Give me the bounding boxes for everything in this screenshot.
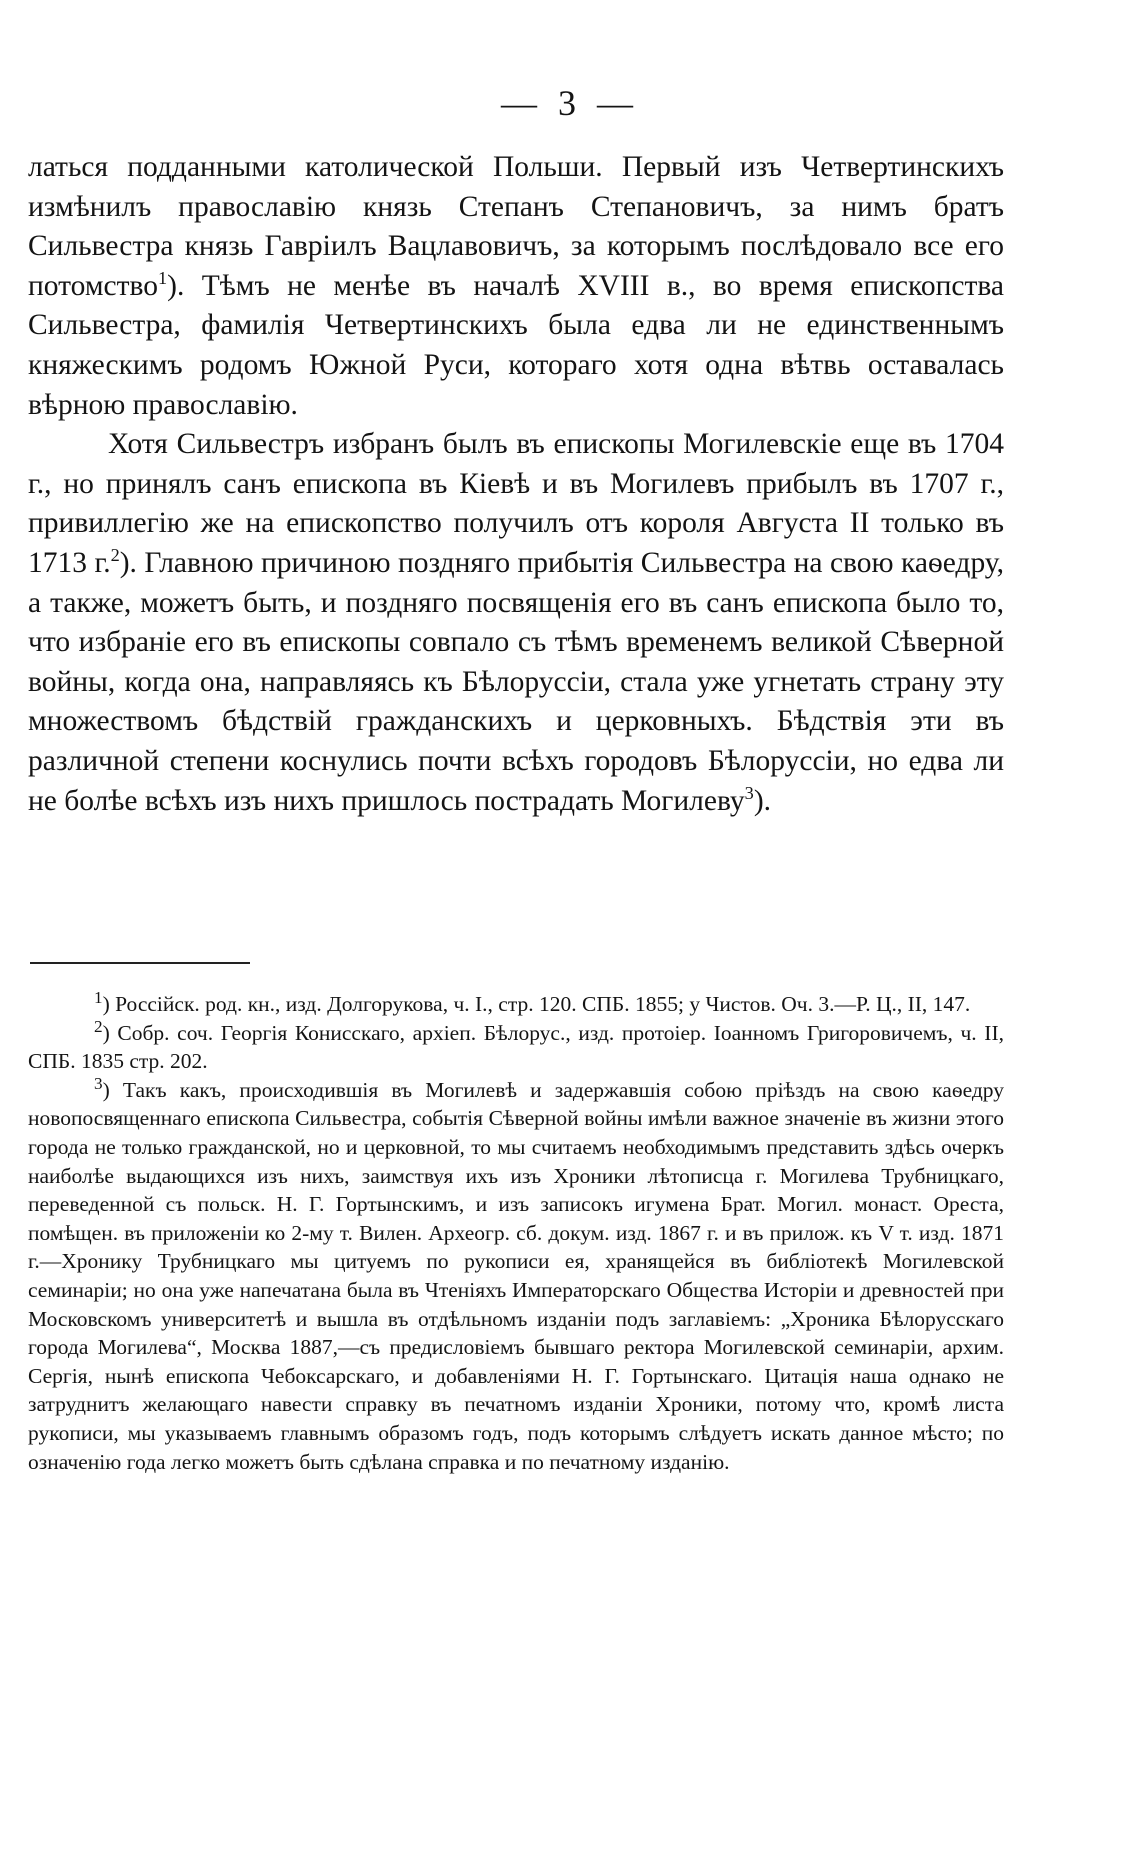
paragraph-2-text: Хотя Сильвестръ избранъ былъ въ епископы Могилевскіе еще въ 1704 г., но принялъ санъ епископа въ Кіевѣ и въ Могилевъ прибылъ въ 1707 г., привиллегію же на епископство получилъ отъ короля Августа II только въ 1713 г.: [28, 428, 1004, 579]
footnote-3: [28, 1073, 1004, 1476]
footnote-3-mark: 3: [94, 1073, 103, 1093]
footnote-ref-1: 1: [157, 267, 168, 288]
paragraph-2-end: ).: [753, 784, 772, 817]
paragraph-2-rest: ). Главною причиною поздняго прибытія Сильвестра на свою каѳедру, а также, можетъ быть, и поздняго посвященія его въ санъ епископа было то, что избраніе его въ епископы совпало съ тѣмъ временемъ великой Сѣверной войны, когда она, направляясь къ Бѣлоруссіи, стала уже угнетать страну эту множествомъ бѣдствій гражданскихъ и церковныхъ. Бѣдствія эти въ различной степени коснулись почти всѣхъ городовъ Бѣлоруссіи, но едва ли не болѣе всѣхъ изъ нихъ пришлось пострадать Могилеву: [28, 546, 1004, 817]
paragraph-1-rest: ). Тѣмъ не менѣе въ началѣ XVIII в., во время епископства Сильвестра, фамилія Четвертинскихъ была едва ли не единственнымъ княжескимъ родомъ Южной Руси, котораго хотя одна вѣтвь оставалась вѣрною православію.: [28, 269, 1004, 421]
paragraph-1-text: латься подданными католической Польши. Первый изъ Четвертинскихъ измѣнилъ православію князь Степанъ Степановичъ, за нимъ братъ Сильвестра князь Гавріилъ Вацлавовичъ, за которымъ послѣдовало все его потомство: [28, 151, 1004, 302]
footnote-2-text: ) Собр. соч. Георгія Конисскаго, архіеп. Бѣлорус., изд. протоіер. Іоанномъ Григоровичемъ, ч. II, СПБ. 1835 стр. 202.: [28, 1020, 1004, 1074]
footnote-1-text: ) Россійск. род. кн., изд. Долгорукова, ч. I., стр. 120. СПБ. 1855; у Чистов. Оч. 3.—Р. Ц., II, 147.: [102, 992, 971, 1016]
paragraph-1: [28, 148, 1004, 425]
footnote-separator: [30, 962, 250, 964]
main-text: [28, 148, 1004, 821]
footnote-3-text: ) Такъ какъ, происходившія въ Могилевѣ и задержавшія собою пріѣздъ на свою каѳедру новопосвященнаго епископа Сильвестра, событія Сѣверной войны имѣли важное значеніе въ жизни этого города не только гражданской, но и церковной, то мы считаемъ необходимымъ представить здѣсь очеркъ наиболѣе выдающихся изъ нихъ, заимствуя ихъ изъ Хроники лѣтописца г. Могилева Трубницкаго, переведенной съ польск. Н. Г. Гортынскимъ, и изъ записокъ игумена Брат. Могил. монаст. Ореста, помѣщен. въ приложеніи ко 2-му т. Вилен. Археогр. сб. докум. изд. 1867 г. и въ прилож. къ V т. изд. 1871 г.—Хронику Трубницкаго мы цитуемъ по рукописи ея, хранящейся въ библіотекѣ Могилевской семинаріи; но она уже напечатана была въ Чтеніяхъ Императорскаго Общества Исторіи и древностей при Московскомъ университетѣ и вышла въ отдѣльномъ изданіи подъ заглавіемъ: „Хроника Бѣлорусскаго города Могилева“, Москва 1887,—съ предисловіемъ бывшаго ректора Могилевской семинаріи, архим. Сергія, нынѣ епископа Чебоксарскаго, и добавленіями Н. Г. Гортынскаго. Цитація наша однако не затруднитъ желающаго навести справку въ печатномъ изданіи Хроники, потому что, кромѣ листа рукописи, мы указываемъ главнымъ образомъ годъ, подъ которымъ слѣдуетъ искать данное мѣсто; по означенію года легко можетъ быть сдѣлана справка и по печатному изданію.: [28, 1077, 1004, 1474]
footnotes: [28, 987, 1004, 1476]
footnote-2-mark: 2: [94, 1016, 103, 1036]
footnote-ref-2: 2: [110, 545, 120, 566]
paragraph-2: [28, 425, 1004, 821]
footnote-ref-3: 3: [744, 782, 754, 803]
footnote-2: [28, 1016, 1004, 1076]
footnote-1-mark: 1: [94, 987, 103, 1007]
footnote-1: [28, 987, 1004, 1019]
page-number: — 3 —: [501, 83, 639, 123]
